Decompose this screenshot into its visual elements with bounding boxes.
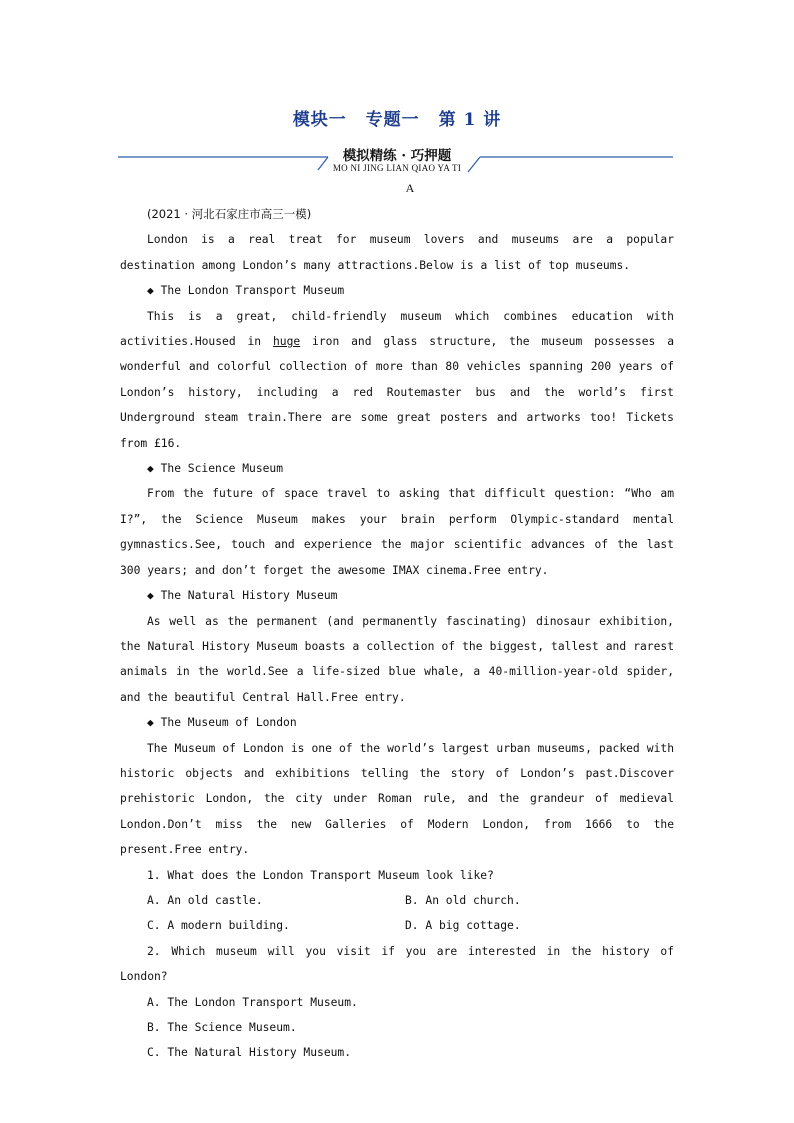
question-stem: 2. Which museum will you visit if you are interested in the history of London? (120, 944, 674, 984)
option-row (120, 888, 674, 913)
question-option: A. The London Transport Museum. (147, 995, 358, 1009)
body-text: This is a great, child-friendly museum which combines education with activities.Housed in (120, 309, 674, 349)
section-body: As well as the permanent (and permanently fascinating) dinosaur exhibition, the Natural History Museum boasts a collection of the biggest, tallest and rarest animals in the world.See a life-sized blue whale, a 40-million-year-old spider, and the beautiful Central Hall.Free entry. (120, 614, 674, 704)
banner-pinyin: MO NI JING LIAN QIAO YA TI (332, 163, 462, 173)
question-option: D. A big cottage. (405, 919, 521, 933)
page-title (0, 105, 794, 130)
question-option: B. The Science Museum. (147, 1021, 297, 1034)
question-option: B. An old church. (405, 893, 521, 907)
section-heading: ◆ The Museum of London (147, 716, 297, 730)
passage-content (120, 202, 674, 1066)
section-heading: ◆ The London Transport Museum (147, 284, 345, 298)
section-body: The Museum of London is one of the world’s largest urban museums, packed with historic objects and exhibitions telling the story of London’s past.Discover prehistoric London, the city under Roman rule, and the grandeur of medieval London.Don’t miss the new Galleries of Modern London, from 1666 to the present.Free entry. (120, 741, 674, 857)
body-text: iron and glass structure, the museum possesses a wonderful and colorful collection of more than 80 vehicles spanning 200 years of London’s history, including a red Routemaster bus and the world’s first Underground steam train.There are some great posters and artworks too! Tickets from £16. (120, 335, 675, 450)
underlined-word: huge (272, 335, 301, 349)
passage-letter: A (405, 181, 415, 195)
question-option: A. An old castle. (147, 893, 263, 907)
question-stem: 1. What does the London Transport Museum look like? (147, 868, 494, 882)
passage-source: (2021 · 河北石家庄市高三一模) (147, 207, 312, 221)
section-heading: ◆ The Science Museum (147, 462, 284, 476)
banner-title: 模拟精练 · 巧押题 (342, 148, 452, 164)
title-topic: 专题一 (365, 110, 420, 130)
section-body: From the future of space travel to asking that difficult question: “Who am I?”, the Science Museum makes your brain perform Olympic-standard mental gymnastics.See, touch and experience the major scientific advances of the last 300 years; and don’t forget the awesome IMAX cinema.Free entry. (120, 487, 674, 577)
section-body (120, 304, 674, 456)
title-module: 模块一 (292, 110, 347, 130)
question-option: C. The Natural History Museum. (147, 1046, 352, 1060)
passage-intro: London is a real treat for museum lovers and museums are a popular destination among London’s many attractions.Below is a list of top museums. (120, 233, 674, 272)
question-option: C. A modern building. (147, 919, 290, 933)
title-lecture: 第 1 讲 (438, 110, 502, 130)
section-heading: ◆ The Natural History Museum (147, 589, 338, 603)
option-row (120, 913, 674, 938)
